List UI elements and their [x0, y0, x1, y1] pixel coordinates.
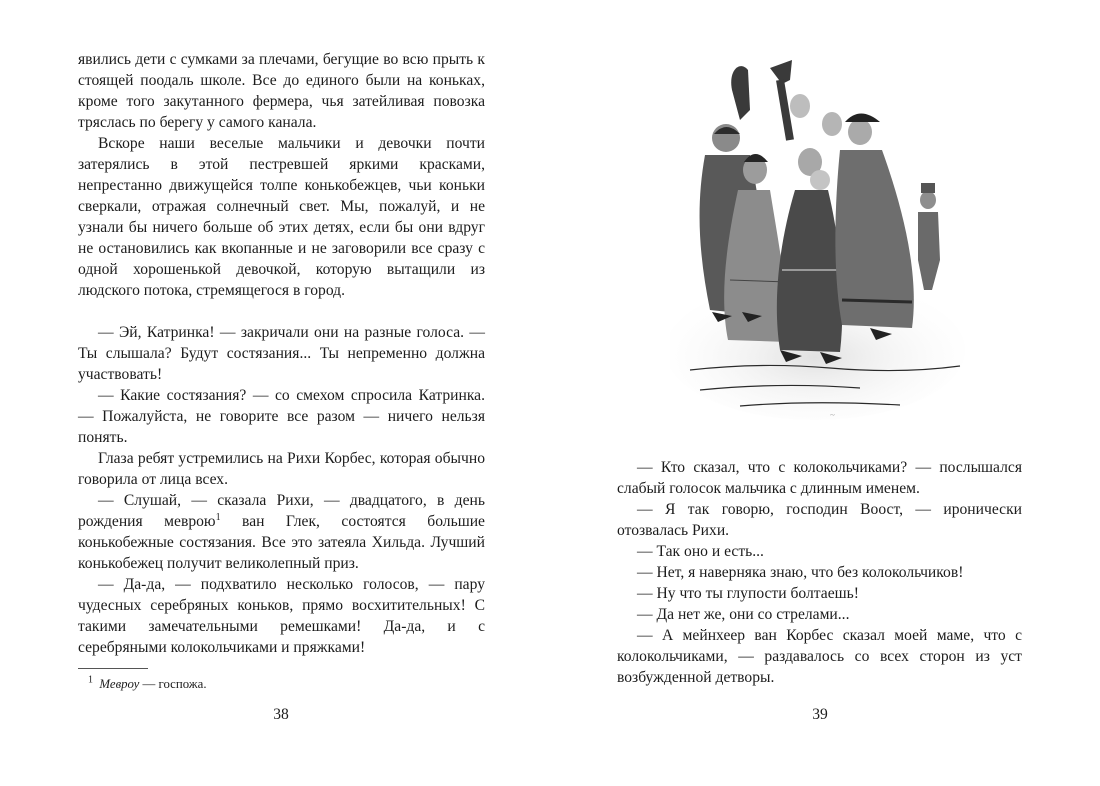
left-page-text: [78, 49, 485, 658]
footnote-reference[interactable]: 1: [215, 511, 221, 523]
footnote-term: Мевроу: [99, 677, 140, 691]
paragraph: — Да-да, — подхватило несколько голосов, — пару чудесных серебряных коньков, прямо восхитительных! С такими замечательными ремешками! Да-да, и с серебряными колокольчиками и пряжками!: [78, 576, 485, 656]
paragraph: — Ну что ты глупости болтаешь!: [637, 585, 859, 602]
paragraph: — Нет, я наверняка знаю, что без колокольчиков!: [637, 564, 964, 581]
paragraph: — Какие состязания? — со смехом спросила Катринка. — Пожалуйста, не говорите все разом — ничего нельзя понять.: [78, 387, 485, 446]
footnote: [88, 676, 207, 692]
paragraph: Глаза ребят устремились на Рихи Корбес, которая обычно говорила от лица всех.: [78, 450, 485, 488]
paragraph: — Я так говорю, господин Воост, — иронически отозвалась Рихи.: [617, 501, 1022, 539]
skating-children-illustration: [670, 50, 965, 430]
paragraph: — Так оно и есть...: [637, 543, 764, 560]
paragraph: — Кто сказал, что с колокольчиками? — послышался слабый голосок мальчика с длинным именем.: [617, 459, 1022, 497]
footnote-text: — госпожа.: [139, 677, 207, 691]
footnote-marker: 1: [88, 674, 93, 686]
right-page-text: [617, 457, 1022, 688]
paragraph: [78, 490, 485, 574]
paragraph-text: — Слушай, — сказала Рихи, — двадцатого, в день рождения меврою: [78, 492, 485, 530]
paragraph: Вскоре наши веселые мальчики и девочки почти затерялись в этой пестревшей яркими красками, непрестанно движущейся толпе конькобежцев, чьи коньки сверкали, отражая солнечный свет. Мы, пожалуй, и не узнали бы ничего больше об этих детях, если бы они вдруг не остановились как вкопанные и не заговорили все сразу с одной хорошенькой девочкой, которую вытащили из людского потока, стремящегося в город.: [78, 135, 485, 299]
paragraph-gap: [78, 301, 485, 322]
footnote-divider: [78, 668, 148, 669]
paragraph: — Эй, Катринка! — закричали они на разные голоса. — Ты слышала? Будут состязания... Ты непременно должна участвовать!: [78, 324, 485, 383]
paragraph: — А мейнхеер ван Корбес сказал моей маме, что с колокольчиками, — раздавалось со всех сторон из уст возбужденной детворы.: [617, 627, 1022, 686]
page-number: 39: [812, 706, 828, 723]
paragraph: явились дети с сумками за плечами, бегущие во всю прыть к стоящей поодаль школе. Все до единого были на коньках, кроме того закутанного фермера, чья затейливая повозка тряслась по берегу у самого канала.: [78, 51, 485, 131]
paragraph-text: ван Глек, состоятся большие конькобежные состязания. Все это затеяла Хильда. Лучший конькобежец получит великолепный приз.: [78, 513, 485, 572]
paragraph: — Да нет же, они со стрелами...: [637, 606, 850, 623]
artist-signature: ~: [830, 410, 835, 420]
page-number: 38: [273, 706, 289, 723]
